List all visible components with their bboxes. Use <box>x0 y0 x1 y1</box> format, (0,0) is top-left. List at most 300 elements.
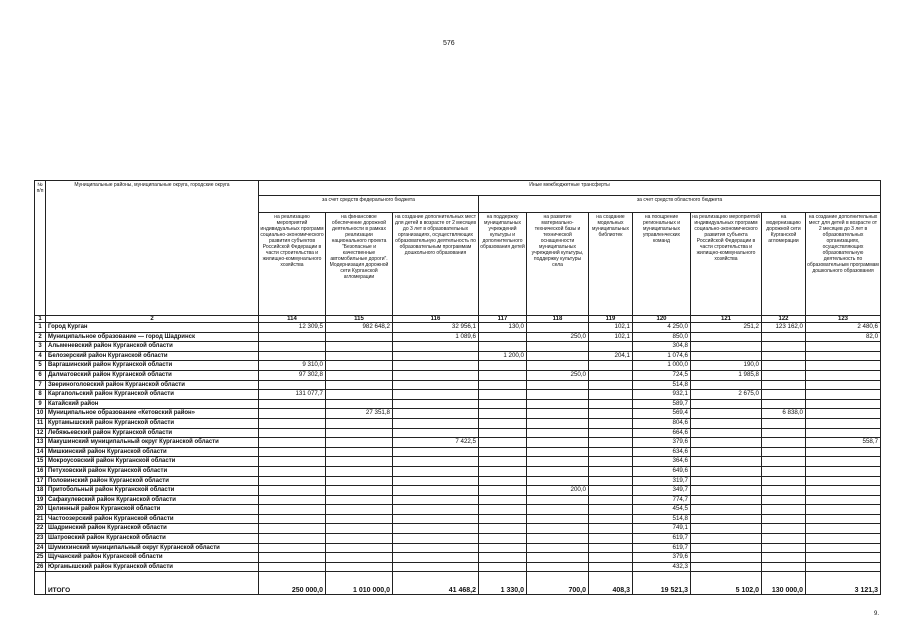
amount-cell <box>589 390 633 400</box>
amount-cell <box>762 361 806 371</box>
amount-cell <box>691 438 762 448</box>
total-amount: 250 000,0 <box>259 572 326 595</box>
header-col-115: на финансовое обеспечение дорожной деятельности в рамках реализации национального проекта "Безопасные и качественные автомобильные дороги". Модернизация дорожной сети Курганской агломерации <box>326 213 393 316</box>
amount-cell <box>326 457 393 467</box>
territory-name: Половинский район Курганской области <box>46 476 259 486</box>
row-number: 17 <box>35 476 46 486</box>
amount-cell <box>326 534 393 544</box>
amount-cell: 724,5 <box>633 370 691 380</box>
amount-cell <box>589 438 633 448</box>
amount-cell <box>479 390 527 400</box>
amount-cell <box>527 428 589 438</box>
row-number: 7 <box>35 380 46 390</box>
territory-name: Далматовский район Курганской области <box>46 370 259 380</box>
amount-cell <box>326 466 393 476</box>
table-row <box>35 370 881 380</box>
amount-cell <box>691 409 762 419</box>
amount-cell <box>589 543 633 553</box>
amount-cell <box>691 447 762 457</box>
amount-cell <box>479 428 527 438</box>
amount-cell <box>479 534 527 544</box>
total-amount: 700,0 <box>527 572 589 595</box>
amount-cell <box>762 447 806 457</box>
amount-cell <box>589 524 633 534</box>
amount-cell <box>527 457 589 467</box>
row-number: 20 <box>35 505 46 515</box>
header-federal-budget: за счет средств федерального бюджета <box>259 196 479 213</box>
amount-cell <box>259 534 326 544</box>
row-number: 19 <box>35 495 46 505</box>
amount-cell <box>393 361 479 371</box>
amount-cell: 250,0 <box>527 332 589 342</box>
amount-cell <box>527 543 589 553</box>
amount-cell <box>393 534 479 544</box>
territory-name: Шумихинский муниципальный округ Курганской области <box>46 543 259 553</box>
amount-cell <box>527 534 589 544</box>
amount-cell: 982 648,2 <box>326 323 393 333</box>
amount-cell <box>527 505 589 515</box>
amount-cell <box>527 514 589 524</box>
amount-cell <box>527 447 589 457</box>
amount-cell <box>527 390 589 400</box>
row-number: 26 <box>35 562 46 572</box>
row-number: 4 <box>35 351 46 361</box>
amount-cell <box>479 543 527 553</box>
amount-cell <box>691 418 762 428</box>
header-col-117: на поддержку муниципальных учреждений культуры и дополнительного образования детей <box>479 213 527 316</box>
amount-cell <box>589 361 633 371</box>
table-row <box>35 438 881 448</box>
table-row <box>35 495 881 505</box>
amount-cell <box>806 399 881 409</box>
amount-cell <box>589 342 633 352</box>
page-number: 576 <box>443 40 455 47</box>
amount-cell <box>326 486 393 496</box>
total-row <box>35 572 881 595</box>
amount-cell <box>691 428 762 438</box>
amount-cell <box>259 399 326 409</box>
territory-name: Лебяжьевский район Курганской области <box>46 428 259 438</box>
amount-cell <box>762 370 806 380</box>
amount-cell: 850,0 <box>633 332 691 342</box>
amount-cell <box>691 486 762 496</box>
row-number: 18 <box>35 486 46 496</box>
amount-cell: 123 162,0 <box>762 323 806 333</box>
table-row <box>35 514 881 524</box>
amount-cell <box>259 524 326 534</box>
territory-name: Каргапольский район Курганской области <box>46 390 259 400</box>
table-row <box>35 342 881 352</box>
amount-cell: 1 074,6 <box>633 351 691 361</box>
amount-cell: 1 089,6 <box>393 332 479 342</box>
table-row <box>35 457 881 467</box>
amount-cell: 32 956,1 <box>393 323 479 333</box>
amount-cell <box>259 428 326 438</box>
table-row <box>35 476 881 486</box>
amount-cell <box>691 342 762 352</box>
amount-cell <box>326 342 393 352</box>
column-number: 117 <box>479 316 527 323</box>
amount-cell <box>259 466 326 476</box>
amount-cell <box>527 562 589 572</box>
header-transfers-group: Иные межбюджетные трансферты <box>259 181 881 196</box>
territory-name: Юргамышский район Курганской области <box>46 562 259 572</box>
amount-cell <box>806 534 881 544</box>
total-amount: 1 330,0 <box>479 572 527 595</box>
amount-cell <box>527 342 589 352</box>
table-row <box>35 562 881 572</box>
amount-cell <box>806 486 881 496</box>
amount-cell <box>393 486 479 496</box>
amount-cell <box>589 418 633 428</box>
header-col-118: на развитие материально-технической базы и технической оснащенности муниципальных учреждений культуры, поддержку культуры села <box>527 213 589 316</box>
total-num-cell <box>35 572 46 595</box>
amount-cell <box>479 332 527 342</box>
amount-cell <box>479 447 527 457</box>
territory-name: Варгашинский район Курганской области <box>46 361 259 371</box>
amount-cell <box>326 505 393 515</box>
amount-cell <box>691 332 762 342</box>
header-col-120: на поощрение региональных и муниципальных управленческих команд <box>633 213 691 316</box>
amount-cell <box>326 562 393 572</box>
amount-cell <box>326 524 393 534</box>
amount-cell <box>691 476 762 486</box>
amount-cell <box>326 390 393 400</box>
amount-cell <box>589 399 633 409</box>
amount-cell <box>479 524 527 534</box>
amount-cell: 9 310,0 <box>259 361 326 371</box>
amount-cell <box>527 418 589 428</box>
total-amount: 19 521,3 <box>633 572 691 595</box>
amount-cell <box>806 409 881 419</box>
amount-cell <box>806 361 881 371</box>
column-number: 121 <box>691 316 762 323</box>
row-number: 13 <box>35 438 46 448</box>
table-row <box>35 399 881 409</box>
territory-name: Город Курган <box>46 323 259 333</box>
amount-cell <box>806 342 881 352</box>
amount-cell <box>806 447 881 457</box>
territory-name: Частоозерский район Курганской области <box>46 514 259 524</box>
amount-cell <box>479 409 527 419</box>
amount-cell <box>806 514 881 524</box>
amount-cell: 364,6 <box>633 457 691 467</box>
amount-cell <box>479 342 527 352</box>
amount-cell <box>527 476 589 486</box>
amount-cell <box>393 505 479 515</box>
amount-cell: 664,6 <box>633 428 691 438</box>
header-col-121: на реализацию мероприятий индивидуальных программ социально-экономического развития субъекта Российской Федерации в части строительства и жилищно-коммунального хозяйства <box>691 213 762 316</box>
amount-cell <box>589 476 633 486</box>
amount-cell: 190,0 <box>691 361 762 371</box>
amount-cell <box>393 553 479 563</box>
row-number: 5 <box>35 361 46 371</box>
amount-cell <box>589 553 633 563</box>
amount-cell: 102,1 <box>589 332 633 342</box>
amount-cell <box>393 476 479 486</box>
amount-cell: 27 351,8 <box>326 409 393 419</box>
amount-cell <box>479 438 527 448</box>
table-row <box>35 332 881 342</box>
territory-name: Щучанский район Курганской области <box>46 553 259 563</box>
amount-cell: 131 077,7 <box>259 390 326 400</box>
amount-cell <box>259 562 326 572</box>
amount-cell: 2 675,0 <box>691 390 762 400</box>
amount-cell <box>259 514 326 524</box>
territory-name: Шатровский район Курганской области <box>46 534 259 544</box>
amount-cell <box>326 476 393 486</box>
header-col-116: на создание дополнительных мест для детей в возрасте от 2 месяцев до 3 лет в образовательных организациях, осуществляющих образовательную деятельность по образовательным программам дошкольного образования <box>393 213 479 316</box>
amount-cell <box>527 361 589 371</box>
amount-cell: 250,0 <box>527 370 589 380</box>
table-row <box>35 486 881 496</box>
table-row <box>35 428 881 438</box>
amount-cell <box>479 553 527 563</box>
corner-mark: 9. <box>874 611 880 617</box>
amount-cell <box>326 495 393 505</box>
amount-cell <box>589 505 633 515</box>
column-number: 2 <box>46 316 259 323</box>
amount-cell <box>479 562 527 572</box>
amount-cell <box>589 457 633 467</box>
amount-cell <box>806 351 881 361</box>
amount-cell <box>479 514 527 524</box>
amount-cell <box>259 553 326 563</box>
amount-cell: 1 985,8 <box>691 370 762 380</box>
row-number: 3 <box>35 342 46 352</box>
row-number: 6 <box>35 370 46 380</box>
amount-cell <box>326 438 393 448</box>
amount-cell <box>479 418 527 428</box>
table-row <box>35 380 881 390</box>
column-number: 114 <box>259 316 326 323</box>
amount-cell <box>527 524 589 534</box>
amount-cell <box>393 428 479 438</box>
amount-cell: 204,1 <box>589 351 633 361</box>
column-number: 115 <box>326 316 393 323</box>
amount-cell <box>326 418 393 428</box>
amount-cell <box>479 505 527 515</box>
amount-cell <box>479 466 527 476</box>
header-col-119: на создание модельных муниципальных библиотек <box>589 213 633 316</box>
amount-cell <box>326 447 393 457</box>
amount-cell <box>527 409 589 419</box>
amount-cell <box>326 399 393 409</box>
territory-name: Притобольный район Курганской области <box>46 486 259 496</box>
amount-cell <box>326 380 393 390</box>
row-number: 10 <box>35 409 46 419</box>
amount-cell <box>259 505 326 515</box>
amount-cell: 200,0 <box>527 486 589 496</box>
amount-cell: 804,6 <box>633 418 691 428</box>
amount-cell <box>393 418 479 428</box>
row-number: 11 <box>35 418 46 428</box>
amount-cell <box>589 495 633 505</box>
table-row <box>35 505 881 515</box>
column-number: 122 <box>762 316 806 323</box>
table-row <box>35 524 881 534</box>
amount-cell <box>326 553 393 563</box>
territory-name: Петуховский район Курганской области <box>46 466 259 476</box>
amount-cell: 649,6 <box>633 466 691 476</box>
amount-cell: 379,6 <box>633 438 691 448</box>
amount-cell <box>762 390 806 400</box>
amount-cell <box>762 466 806 476</box>
amount-cell <box>393 495 479 505</box>
amount-cell <box>326 361 393 371</box>
total-label: ИТОГО <box>46 572 259 595</box>
territory-name: Муниципальное образование — город Шадринск <box>46 332 259 342</box>
amount-cell <box>806 476 881 486</box>
amount-cell <box>393 524 479 534</box>
amount-cell <box>259 342 326 352</box>
territory-name: Белозерский район Курганской области <box>46 351 259 361</box>
amount-cell <box>691 380 762 390</box>
amount-cell <box>762 553 806 563</box>
amount-cell <box>393 457 479 467</box>
amount-cell: 6 838,0 <box>762 409 806 419</box>
total-amount: 1 010 000,0 <box>326 572 393 595</box>
amount-cell <box>393 390 479 400</box>
amount-cell: 432,3 <box>633 562 691 572</box>
amount-cell: 558,7 <box>806 438 881 448</box>
total-amount: 5 102,0 <box>691 572 762 595</box>
row-number: 16 <box>35 466 46 476</box>
amount-cell: 251,2 <box>691 323 762 333</box>
amount-cell <box>589 370 633 380</box>
amount-cell <box>589 428 633 438</box>
header-col-123: на создание дополнительных мест для детей в возрасте от 2 месяцев до 3 лет в образовательных организациях, осуществляющих образовательную деятельность по образовательным программам дошкольного образования <box>806 213 881 316</box>
amount-cell <box>527 466 589 476</box>
amount-cell <box>259 332 326 342</box>
amount-cell <box>806 418 881 428</box>
table-row <box>35 466 881 476</box>
amount-cell <box>691 524 762 534</box>
row-number: 12 <box>35 428 46 438</box>
amount-cell <box>589 514 633 524</box>
column-number: 118 <box>527 316 589 323</box>
amount-cell <box>326 543 393 553</box>
amount-cell: 514,8 <box>633 380 691 390</box>
amount-cell <box>326 370 393 380</box>
header-col-114: на реализацию мероприятий индивидуальных программ социально-экономического развития субъектов Российской Федерации в части строительства и жилищно-коммунального хозяйства <box>259 213 326 316</box>
amount-cell <box>393 562 479 572</box>
table-row <box>35 323 881 333</box>
amount-cell <box>691 351 762 361</box>
amount-cell <box>691 399 762 409</box>
amount-cell <box>806 380 881 390</box>
amount-cell: 589,7 <box>633 399 691 409</box>
territory-name: Муниципальное образование «Кетовский район» <box>46 409 259 419</box>
territory-name: Звериноголовский район Курганской области <box>46 380 259 390</box>
amount-cell <box>762 505 806 515</box>
row-number: 25 <box>35 553 46 563</box>
column-number: 120 <box>633 316 691 323</box>
amount-cell <box>806 524 881 534</box>
amount-cell <box>691 543 762 553</box>
amount-cell <box>479 495 527 505</box>
amount-cell <box>762 380 806 390</box>
table-row <box>35 553 881 563</box>
amount-cell <box>762 399 806 409</box>
amount-cell <box>259 486 326 496</box>
table-row <box>35 351 881 361</box>
territory-name: Целинный район Курганской области <box>46 505 259 515</box>
amount-cell <box>691 553 762 563</box>
amount-cell <box>762 486 806 496</box>
header-territory: Муниципальные районы, муниципальные округа, городские округа <box>46 181 259 316</box>
row-number: 24 <box>35 543 46 553</box>
amount-cell <box>762 438 806 448</box>
amount-cell <box>527 351 589 361</box>
amount-cell <box>691 534 762 544</box>
amount-cell <box>393 342 479 352</box>
amount-cell <box>393 466 479 476</box>
table-row <box>35 409 881 419</box>
amount-cell <box>691 514 762 524</box>
territory-name: Альменевский район Курганской области <box>46 342 259 352</box>
amount-cell <box>806 466 881 476</box>
total-amount: 130 000,0 <box>762 572 806 595</box>
amount-cell <box>806 457 881 467</box>
amount-cell <box>762 332 806 342</box>
table-row <box>35 543 881 553</box>
territory-name: Мишкинский район Курганской области <box>46 447 259 457</box>
amount-cell: 4 250,0 <box>633 323 691 333</box>
amount-cell <box>259 495 326 505</box>
amount-cell <box>762 562 806 572</box>
amount-cell: 932,1 <box>633 390 691 400</box>
amount-cell: 319,7 <box>633 476 691 486</box>
amount-cell <box>691 562 762 572</box>
amount-cell <box>589 447 633 457</box>
amount-cell <box>479 399 527 409</box>
amount-cell <box>762 543 806 553</box>
amount-cell: 619,7 <box>633 534 691 544</box>
amount-cell <box>691 505 762 515</box>
row-number: 23 <box>35 534 46 544</box>
amount-cell <box>691 495 762 505</box>
row-number: 22 <box>35 524 46 534</box>
amount-cell: 2 480,6 <box>806 323 881 333</box>
amount-cell <box>479 380 527 390</box>
amount-cell: 82,0 <box>806 332 881 342</box>
amount-cell: 619,7 <box>633 543 691 553</box>
table-row <box>35 447 881 457</box>
table-row <box>35 361 881 371</box>
table-row <box>35 418 881 428</box>
amount-cell: 12 309,5 <box>259 323 326 333</box>
amount-cell <box>479 361 527 371</box>
amount-cell: 130,0 <box>479 323 527 333</box>
amount-cell <box>527 323 589 333</box>
amount-cell <box>762 457 806 467</box>
amount-cell: 349,7 <box>633 486 691 496</box>
amount-cell: 569,4 <box>633 409 691 419</box>
amount-cell <box>527 380 589 390</box>
amount-cell <box>479 370 527 380</box>
header-col-122: на модернизацию дорожной сети Курганской агломерации <box>762 213 806 316</box>
amount-cell <box>259 409 326 419</box>
amount-cell <box>806 543 881 553</box>
amount-cell <box>527 553 589 563</box>
amount-cell: 1 000,0 <box>633 361 691 371</box>
amount-cell <box>806 428 881 438</box>
amount-cell <box>259 543 326 553</box>
amount-cell: 774,7 <box>633 495 691 505</box>
amount-cell <box>589 562 633 572</box>
amount-cell <box>393 514 479 524</box>
